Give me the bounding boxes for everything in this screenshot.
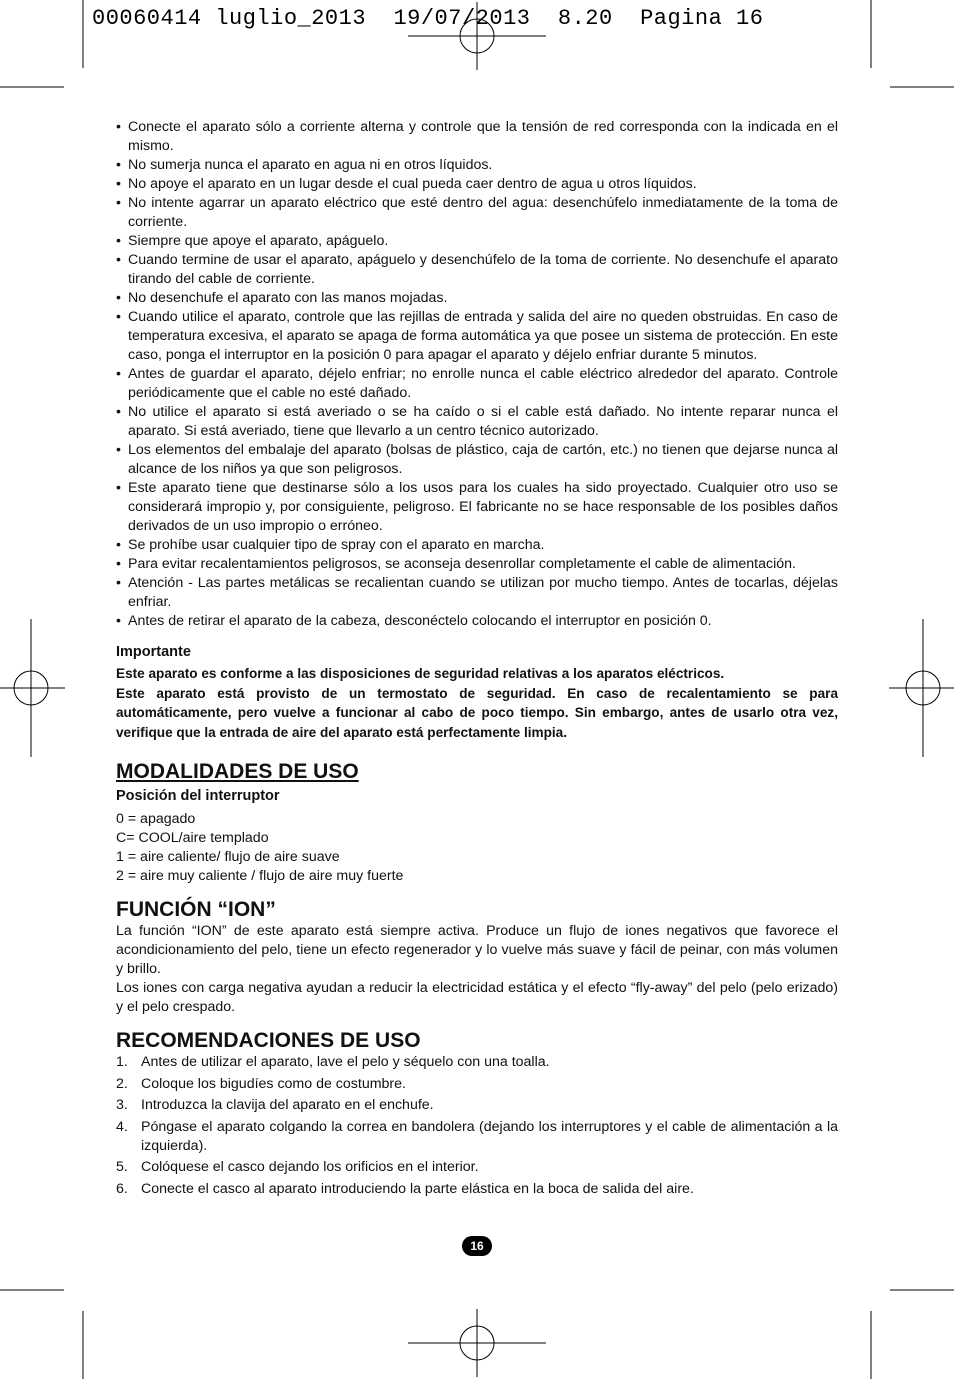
bullet: • [116,176,121,192]
step-number: 1. [116,1054,128,1070]
bullet: • [116,575,121,591]
bullet: • [116,480,121,496]
list-item: • Antes de guardar el aparato, déjelo enfriar; no enrolle nunca el cable eléctrico alrededor del aparato. Controle periódicamente que el cable no esté dañado. [116,366,838,401]
bullet: • [116,613,121,629]
bullet: • [116,233,121,249]
important-text [116,664,838,742]
step-number: 5. [116,1159,128,1176]
bullet: • [116,290,121,306]
step-item: 2. Coloque los bigudíes como de costumbre. [116,1075,406,1092]
bullet: • [116,119,121,135]
list-item: • No utilice el aparato si está averiado o se ha caído o si el cable está dañado. No intente reparar nunca el aparato. Si está averiado, tiene que llevarlo a un centro técnico autorizado. [116,404,838,439]
switch-position-subtitle: Posición del interruptor [116,788,280,804]
page-content [116,118,838,1202]
step-number: 3. [116,1097,128,1114]
bullet: • [116,537,121,553]
bullet: • [116,556,121,572]
safety-list [116,118,838,631]
bullet: • [116,252,121,268]
position-line: 0 = apagado [116,811,196,827]
step-item: 6. Conecte el casco al aparato introduciendo la parte elástica en la boca de salida del aire. [116,1180,694,1197]
step-number: 4. [116,1118,128,1135]
list-item: • Cuando utilice el aparato, controle que las rejillas de entrada y salida del aire no queden obstruidas. En caso de temperatura excesiva, el aparato se apaga de forma automática ya que posee un sistema de protección. En este caso, ponga el interruptor en la posición 0 para apagar el aparato y déjelo enfriar durante 5 minutos. [116,309,838,363]
position-line: C= COOL/aire templado [116,830,269,846]
list-item: • Este aparato tiene que destinarse sólo a los usos para los cuales ha sido proyectado. Cualquier otro uso se considerará impropio y, por consiguiente, peligroso. El fabricante no se hace responsable de los posibles daños derivados de un uso impropio o erróneo. [116,480,838,534]
list-item: • No sumerja nunca el aparato en agua ni en otros líquidos. [116,157,493,173]
bullet: • [116,442,121,458]
step-number: 2. [116,1075,128,1092]
list-item: • Los elementos del embalaje del aparato (bolsas de plástico, caja de cartón, etc.) no tienen que dejarse nunca al alcance de los niños ya que son peligrosos. [116,442,838,477]
bullet: • [116,404,121,420]
section-title-recomendaciones: RECOMENDACIONES DE USO [116,1029,421,1052]
bullet: • [116,195,121,211]
switch-positions [116,810,838,886]
list-item: • No apoye el aparato en un lugar desde el cual pueda caer dentro de agua u otros líquidos. [116,176,697,192]
list-item: • Atención - Las partes metálicas se recalientan cuando se utilizan por mucho tiempo. Antes de tocarlas, déjelas enfriar. [116,575,838,610]
list-item: • Se prohíbe usar cualquier tipo de spray con el aparato en marcha. [116,537,545,553]
steps-list [116,1053,838,1199]
section-title-funcion-ion: FUNCIÓN “ION” [116,898,276,921]
paragraph: Los iones con carga negativa ayudan a reducir la electricidad estática y el efecto “fly-away” del pelo (pelo erizado) y el pelo crespado. [116,980,838,1015]
step-item: 3. Introduzca la clavija del aparato en el enchufe. [116,1097,434,1114]
list-item: • Conecte el aparato sólo a corriente alterna y controle que la tensión de red corresponda con la indicada en el mismo. [116,119,838,154]
important-line: Este aparato es conforme a las disposiciones de seguridad relativas a los aparatos eléctricos. [116,666,725,681]
paragraph: La función “ION” de este aparato está siempre activa. Produce un flujo de iones negativos que favorece el acondicionamiento del pelo, tiene un efecto regenerador y lo vuelve más suave y fácil de peinar, con más volumen y brillo. [116,923,838,977]
step-item: 1. Antes de utilizar el aparato, lave el pelo y séquelo con una toalla. [116,1054,550,1070]
step-item: 5. Colóquese el casco dejando los orificios en el interior. [116,1159,479,1176]
page-number-badge: 16 [462,1236,492,1256]
bullet: • [116,157,121,173]
important-line: Este aparato está provisto de un termostato de seguridad. En caso de recalentamiento se para automáticamente, pero vuelve a funcionar al cabo de poco tiempo. Sin embargo, antes de usarlo otra vez, verifique que la entrada de aire del aparato está perfectamente limpia. [116,685,838,740]
list-item: • Antes de retirar el aparato de la cabeza, desconéctelo colocando el interruptor en posición 0. [116,613,712,629]
list-item: • No desenchufe el aparato con las manos mojadas. [116,290,448,306]
list-item: • Siempre que apoye el aparato, apáguelo. [116,233,389,249]
list-item: • Para evitar recalentamientos peligrosos, se aconseja desenrollar completamente el cable de alimentación. [116,556,796,572]
important-title: Importante [116,644,191,660]
bullet: • [116,309,121,325]
position-line: 1 = aire caliente/ flujo de aire suave [116,849,340,865]
funcion-ion-text [116,922,838,1017]
step-number: 6. [116,1180,128,1197]
list-item: • No intente agarrar un aparato eléctrico que esté dentro del agua: desenchúfelo inmediatamente de la toma de corriente. [116,195,838,230]
step-item: 4. Póngase el aparato colgando la correa en bandolera (dejando los interruptores y el cable de alimentación a la izquierda). [116,1118,838,1154]
position-line: 2 = aire muy caliente / flujo de aire muy fuerte [116,868,404,884]
print-slug: 00060414 luglio_2013 19/07/2013 8.20 Pagina 16 [92,6,764,31]
section-title-modalidades: MODALIDADES DE USO [116,760,359,783]
list-item: • Cuando termine de usar el aparato, apáguelo y desenchúfelo de la toma de corriente. No desenchufe el aparato tirando del cable de corriente. [116,252,838,287]
bullet: • [116,366,121,382]
